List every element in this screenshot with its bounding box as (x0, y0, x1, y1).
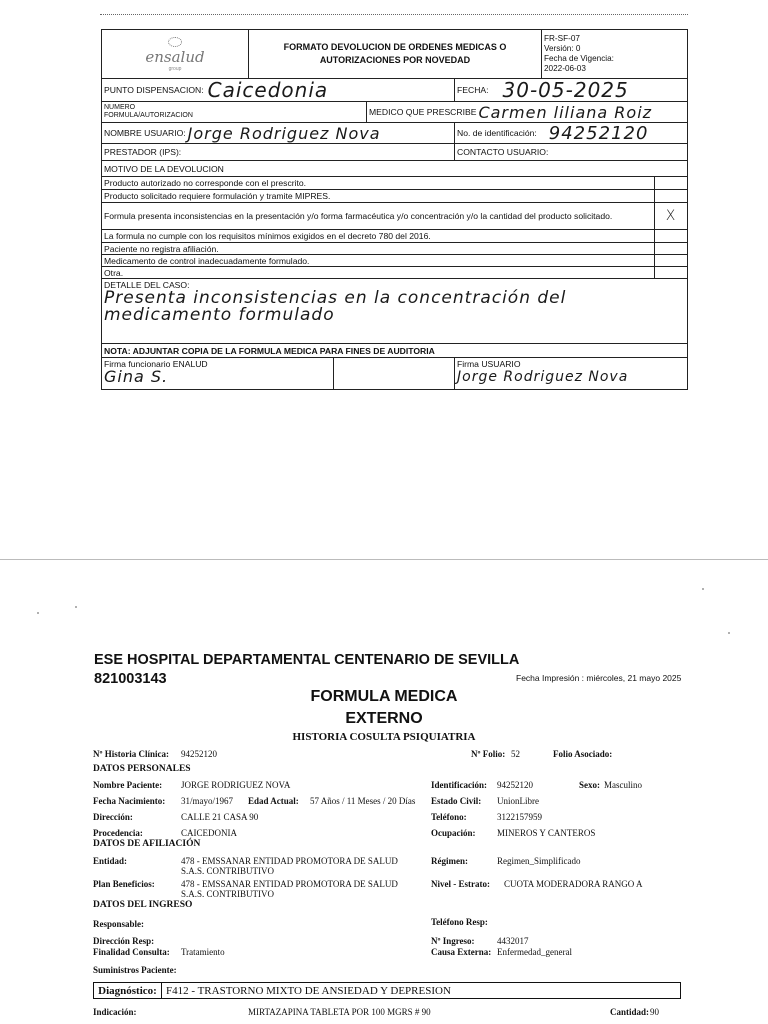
entidad-value-2: S.A.S. CONTRIBUTIVO (181, 866, 275, 876)
contacto-label: CONTACTO USUARIO: (457, 147, 549, 157)
form-validity-label: Fecha de Vigencia: (544, 54, 614, 63)
sexo-value: Masculino (604, 780, 642, 790)
telefono-value: 3122157959 (497, 812, 542, 822)
regimen-label: Régimen: (431, 856, 468, 866)
firma-blank (334, 358, 455, 389)
motivo-row (102, 203, 687, 230)
hospital-nit: 821003143 (94, 671, 167, 687)
ingreso-label: Nº Ingreso: (431, 936, 475, 946)
nacimiento-value: 31/mayo/1967 (181, 796, 233, 806)
firma-user-value: Jorge Rodriguez Nova (457, 369, 629, 385)
finalidad-label: Finalidad Consulta: (93, 947, 170, 957)
punto-dispensacion-field[interactable] (102, 79, 455, 101)
form-header-row (102, 30, 687, 79)
detalle-row (102, 279, 687, 344)
finalidad-value: Tratamiento (181, 947, 225, 957)
motivo-text: Formula presenta inconsistencias en la presentación y/o forma farmacéutica y/o concentración y/o la cantidad del producto solicitado. (102, 203, 655, 229)
fecha-field[interactable] (455, 79, 687, 101)
punto-row (102, 79, 687, 102)
regimen-value: Regimen_Simplificado (497, 856, 581, 866)
medico-label: MEDICO QUE PRESCRIBE (369, 107, 477, 117)
historia-value: 94252120 (181, 749, 217, 759)
section-datos-ingreso: DATOS DEL INGRESO (93, 900, 193, 910)
causa-value: Enfermedad_general (497, 947, 572, 957)
prestador-row (102, 144, 687, 161)
ensalud-logo (102, 30, 249, 78)
nacimiento-label: Fecha Nacimiento: (93, 796, 166, 806)
direccion-resp-label: Dirección Resp: (93, 936, 155, 946)
form-version: Versión: 0 (544, 44, 581, 53)
motivo-checkbox-checked[interactable]: X (665, 208, 677, 224)
logo-subtext: group (168, 65, 182, 72)
medico-field[interactable] (367, 102, 687, 122)
nombre-label: Nombre Paciente: (93, 780, 163, 790)
motivo-text: Otra. (102, 267, 655, 278)
logo-text: ensalud (145, 47, 205, 66)
scan-speck (728, 632, 730, 634)
nivel-label: Nivel - Estrato: (431, 879, 490, 889)
sexo-label: Sexo: (579, 780, 600, 790)
devolution-form (101, 29, 688, 390)
numero-formula-field[interactable] (102, 102, 367, 122)
estado-civil-value: UnionLibre (497, 796, 539, 806)
diagnostico-box (93, 982, 681, 999)
usuario-label: NOMBRE USUARIO: (104, 128, 186, 138)
plan-label: Plan Beneficios: (93, 879, 155, 889)
cantidad-label: Cantidad: (610, 1007, 650, 1017)
section-datos-afiliacion: DATOS DE AFILIACIÓN (93, 839, 201, 849)
detalle-line-1: Presenta inconsistencias en la concentración del (104, 288, 567, 308)
indicacion-value: MIRTAZAPINA TABLETA POR 100 MGRS # 90 (248, 1007, 431, 1017)
punto-value: Caicedonia (207, 78, 329, 102)
numero-row (102, 102, 687, 123)
plan-value-2: S.A.S. CONTRIBUTIVO (181, 889, 275, 899)
cantidad-value: 90 (650, 1007, 659, 1017)
folio-asociado-label: Folio Asociado: (553, 749, 613, 759)
causa-label: Causa Externa: (431, 947, 492, 957)
motivo-text: La formula no cumple con los requisitos mínimos exigidos en el decreto 780 del 2016. (102, 230, 655, 242)
motivo-header: MOTIVO DE LA DEVOLUCION (104, 163, 224, 174)
motivo-row (102, 243, 687, 255)
nivel-value: CUOTA MODERADORA RANGO A (504, 879, 643, 889)
folio-value: 52 (511, 749, 520, 759)
ingreso-value: 4432017 (497, 936, 529, 946)
motivo-row (102, 255, 687, 267)
motivo-row (102, 190, 687, 203)
fecha-label: FECHA: (457, 85, 489, 95)
plan-value-1: 478 - EMSSANAR ENTIDAD PROMOTORA DE SALUD (181, 879, 398, 889)
prestador-label: PRESTADOR (IPS): (104, 147, 182, 157)
form-code: FR-SF-07 (544, 34, 580, 43)
hospital-name: ESE HOSPITAL DEPARTAMENTAL CENTENARIO DE SEVILLA (94, 652, 520, 668)
telefono-label: Teléfono: (431, 812, 467, 822)
id-value: 94252120 (548, 122, 649, 144)
fecha-value: 30-05-2025 (502, 78, 629, 102)
motivo-text: Paciente no registra afiliación. (102, 243, 655, 254)
motivo-text: Producto autorizado no corresponde con el prescrito. (102, 177, 655, 189)
nota-text: NOTA: ADJUNTAR COPIA DE LA FORMULA MEDICA PARA FINES DE AUDITORIA (104, 345, 435, 356)
firma-func-label: Firma funcionario ENALUD (104, 359, 208, 369)
motivo-checkbox[interactable] (655, 190, 687, 202)
nombre-usuario-field[interactable] (102, 123, 455, 143)
identificacion-label: Identificación: (431, 780, 487, 790)
procedencia-label: Procedencia: (93, 828, 143, 838)
medico-value: Carmen liliana Roiz (478, 102, 653, 122)
usuario-row (102, 123, 687, 144)
detalle-label: DETALLE DEL CASO: (104, 280, 190, 290)
edad-value: 57 Años / 11 Meses / 20 Días (310, 796, 416, 806)
numero-label-1: NUMERO (104, 104, 136, 111)
edad-label: Edad Actual: (248, 796, 299, 806)
section-datos-personales: DATOS PERSONALES (93, 764, 191, 774)
prescription-page (0, 572, 768, 1024)
identificacion-field[interactable] (455, 123, 687, 143)
firma-usuario-field[interactable] (455, 358, 687, 389)
dotted-separator (100, 14, 688, 15)
ocupacion-value: MINEROS Y CANTEROS (497, 828, 596, 838)
detalle-line-2: medicamento formulado (104, 305, 335, 325)
prestador-field[interactable] (102, 144, 455, 160)
detalle-field[interactable] (102, 279, 687, 343)
procedencia-value: CAICEDONIA (181, 828, 237, 838)
diagnostico-label: Diagnóstico: (94, 983, 162, 998)
ocupacion-label: Ocupación: (431, 828, 476, 838)
direccion-label: Dirección: (93, 812, 133, 822)
estado-civil-label: Estado Civil: (431, 796, 482, 806)
firma-func-value: Gina S. (104, 367, 169, 386)
suministros-label: Suministros Paciente: (93, 965, 177, 975)
motivo-text: Medicamento de control inadecuadamente formulado. (102, 255, 655, 266)
nombre-value: JORGE RODRIGUEZ NOVA (181, 780, 291, 790)
punto-label: PUNTO DISPENSACION: (104, 85, 204, 95)
motivo-row (102, 177, 687, 190)
scan-speck (37, 612, 39, 614)
document-type: HISTORIA COSULTA PSIQUIATRIA (292, 731, 476, 743)
firma-user-label: Firma USUARIO (457, 359, 521, 369)
scan-speck (702, 588, 704, 590)
identificacion-value: 94252120 (497, 780, 533, 790)
nota-row (102, 344, 687, 358)
id-label: No. de identificación: (457, 128, 537, 138)
document-subtitle: EXTERNO (345, 710, 423, 727)
print-date: Fecha Impresión : miércoles, 21 mayo 2025 (516, 673, 682, 683)
motivo-checkbox[interactable] (655, 177, 687, 189)
contacto-field[interactable] (455, 144, 687, 160)
numero-label-2: FORMULA/AUTORIZACION (104, 112, 193, 119)
document-title: FORMULA MEDICA (310, 688, 458, 705)
motivo-row (102, 267, 687, 279)
indicacion-label: Indicación: (93, 1007, 137, 1017)
form-meta (542, 30, 687, 78)
firma-funcionario-field[interactable] (102, 358, 334, 389)
motivo-checkbox[interactable] (655, 255, 687, 266)
entidad-label: Entidad: (93, 856, 128, 866)
scan-speck (75, 606, 77, 608)
form-validity-date: 2022-06-03 (544, 64, 586, 73)
folio-label: Nº Folio: (471, 749, 506, 759)
motivo-row (102, 230, 687, 243)
telefono-resp-label: Teléfono Resp: (431, 917, 488, 927)
usuario-value: Jorge Rodriguez Nova (187, 123, 381, 143)
motivo-checkbox[interactable] (655, 230, 687, 242)
firma-row (102, 358, 687, 389)
motivo-text: Producto solicitado requiere formulación y tramite MIPRES. (102, 190, 655, 202)
motivo-checkbox[interactable] (655, 267, 687, 278)
diagnostico-value: F412 - TRASTORNO MIXTO DE ANSIEDAD Y DEPRESION (166, 984, 451, 997)
responsable-label: Responsable: (93, 919, 145, 929)
entidad-value-1: 478 - EMSSANAR ENTIDAD PROMOTORA DE SALUD (181, 856, 398, 866)
motivo-header-row (102, 161, 687, 177)
motivo-checkbox[interactable] (655, 243, 687, 254)
form-title: FORMATO DEVOLUCION DE ORDENES MEDICAS O AUTORIZACIONES POR NOVEDAD (249, 30, 542, 78)
historia-label: Nº Historia Clínica: (93, 749, 169, 759)
direccion-value: CALLE 21 CASA 90 (181, 812, 259, 822)
logo-emblem-icon (168, 37, 182, 47)
